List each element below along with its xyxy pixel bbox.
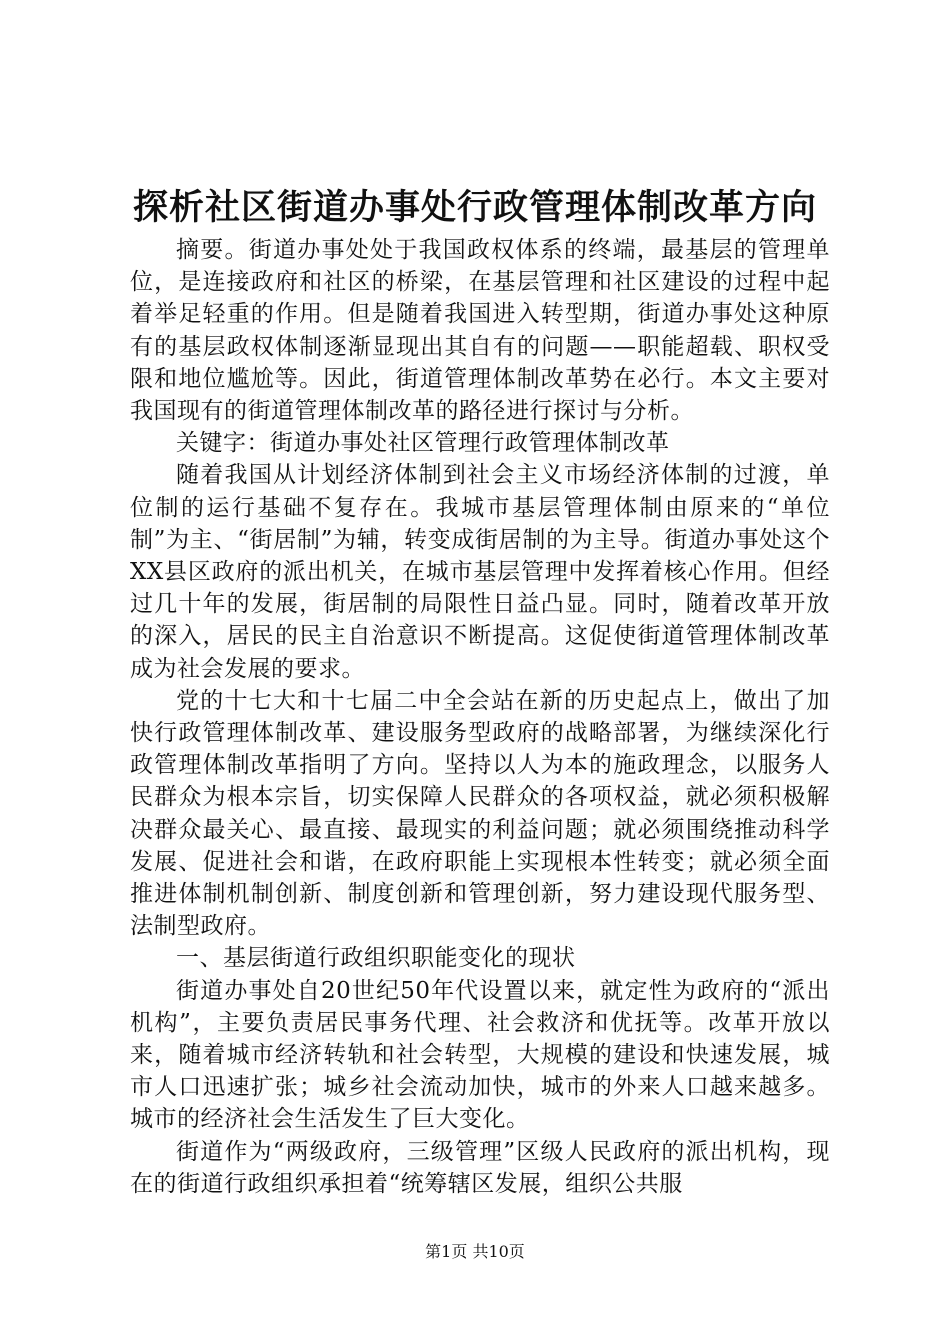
page-footer: 第1页 共10页 <box>425 1242 525 1261</box>
body-paragraph: 街道办事处自20世纪50年代设置以来，就定性为政府的“派出机构”，主要负责居民事务代理、社会救济和优抚等。改革开放以来，随着城市经济转轨和社会转型，大规模的建设和快速发展，城市人口迅速扩张；城乡社会流动加快，城市的外来人口越来越多。城市的经济社会生活发生了巨大变化。 <box>130 977 830 1133</box>
body-paragraph: 党的十七大和十七届二中全会站在新的历史起点上，做出了加快行政管理体制改革、建设服务型政府的战略部署，为继续深化行政管理体制改革指明了方向。坚持以人为本的施政理念，以服务人民群众为根本宗旨，切实保障人民群众的各项权益，就必须积极解决群众最关心、最直接、最现实的利益问题；就必须围绕推动科学发展、促进社会和谐，在政府职能上实现根本性转变；就必须全面推进体制机制创新、制度创新和管理创新，努力建设现代服务型、法制型政府。 <box>130 687 830 940</box>
keywords-paragraph: 关键字：街道办事处社区管理行政管理体制改革 <box>176 430 670 457</box>
document-body <box>130 234 830 1200</box>
page-title: 探析社区街道办事处行政管理体制改革方向 <box>132 187 817 228</box>
body-paragraph: 随着我国从计划经济体制到社会主义市场经济体制的过渡，单位制的运行基础不复存在。我城市基层管理体制由原来的“单位制”为主、“街居制”为辅，转变成街居制的为主导。街道办事处这个XX县区政府的派出机关，在城市基层管理中发挥着核心作用。但经过几十年的发展，街居制的局限性日益凸显。同时，随着改革开放的深入，居民的民主自治意识不断提高。这促使街道管理体制改革成为社会发展的要求。 <box>130 462 830 682</box>
section-heading: 一、基层街道行政组织职能变化的现状 <box>176 945 576 972</box>
body-paragraph: 街道作为“两级政府，三级管理”区级人民政府的派出机构，现在的街道行政组织承担着“统筹辖区发展，组织公共服 <box>130 1138 830 1197</box>
abstract-paragraph: 摘要。街道办事处处于我国政权体系的终端，最基层的管理单位，是连接政府和社区的桥梁，在基层管理和社区建设的过程中起着举足轻重的作用。但是随着我国进入转型期，街道办事处这种原有的基层政权体制逐渐显现出其自有的问题——职能超载、职权受限和地位尴尬等。因此，街道管理体制改革势在必行。本文主要对我国现有的街道管理体制改革的路径进行探讨与分析。 <box>130 237 830 425</box>
